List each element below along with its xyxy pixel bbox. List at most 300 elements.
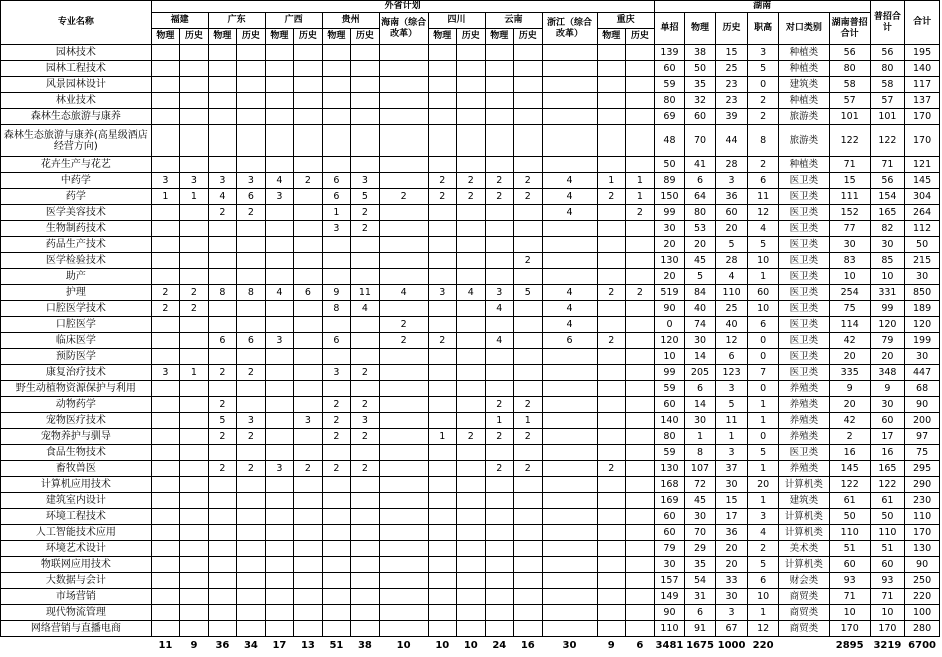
table-cell: 商贸类	[778, 589, 829, 605]
table-cell	[151, 477, 180, 493]
table-cell: 医卫类	[778, 269, 829, 285]
table-cell: 10	[829, 269, 870, 285]
table-cell	[597, 301, 626, 317]
table-cell: 2	[379, 189, 428, 205]
table-cell	[542, 477, 597, 493]
table-row	[1, 205, 940, 221]
table-row	[1, 525, 940, 541]
table-cell	[237, 45, 266, 61]
table-cell: 79	[870, 333, 905, 349]
table-cell	[597, 61, 626, 77]
table-cell	[322, 253, 351, 269]
table-cell: 30	[654, 557, 685, 573]
table-cell: 3	[294, 413, 323, 429]
table-cell: 养殖类	[778, 413, 829, 429]
table-cell	[151, 253, 180, 269]
table-cell	[379, 45, 428, 61]
table-cell	[351, 157, 380, 173]
table-cell: 3	[715, 445, 748, 461]
table-cell: 71	[870, 589, 905, 605]
table-cell: 170	[870, 621, 905, 637]
table-row	[1, 317, 940, 333]
table-cell: 28	[715, 157, 748, 173]
table-cell: 3	[180, 173, 209, 189]
table-cell	[322, 77, 351, 93]
table-cell: 6	[748, 317, 779, 333]
table-cell	[208, 573, 237, 589]
table-cell	[514, 205, 543, 221]
major-name: 园林工程技术	[1, 61, 152, 77]
table-cell	[151, 541, 180, 557]
table-cell	[485, 269, 514, 285]
table-cell	[485, 605, 514, 621]
table-cell	[457, 589, 486, 605]
header-guizhou-physics: 物理	[322, 29, 351, 45]
table-cell	[151, 61, 180, 77]
table-cell: 290	[905, 477, 940, 493]
table-cell	[265, 45, 294, 61]
table-cell: 93	[870, 573, 905, 589]
table-cell: 养殖类	[778, 397, 829, 413]
table-cell: 37	[715, 461, 748, 477]
table-cell	[180, 525, 209, 541]
table-cell: 165	[870, 461, 905, 477]
table-cell: 130	[654, 461, 685, 477]
table-cell	[457, 221, 486, 237]
total-cell: 2895	[835, 639, 864, 651]
table-cell	[151, 157, 180, 173]
table-cell	[514, 349, 543, 365]
table-row	[1, 365, 940, 381]
table-cell: 2	[485, 429, 514, 445]
table-cell	[379, 445, 428, 461]
table-cell	[379, 381, 428, 397]
table-cell	[428, 477, 457, 493]
table-cell	[351, 125, 380, 157]
table-cell	[514, 589, 543, 605]
table-cell	[208, 525, 237, 541]
table-cell: 2	[485, 173, 514, 189]
major-name: 助产	[1, 269, 152, 285]
table-cell	[485, 477, 514, 493]
table-cell: 3	[265, 189, 294, 205]
table-cell	[542, 381, 597, 397]
table-cell: 99	[654, 205, 685, 221]
table-cell	[379, 605, 428, 621]
table-cell: 2	[322, 461, 351, 477]
table-row	[1, 573, 940, 589]
table-cell: 199	[905, 333, 940, 349]
table-cell	[322, 493, 351, 509]
table-cell	[322, 509, 351, 525]
table-cell: 20	[748, 477, 779, 493]
table-cell: 15	[829, 173, 870, 189]
table-cell: 2	[379, 317, 428, 333]
table-cell: 80	[829, 61, 870, 77]
table-cell	[485, 61, 514, 77]
table-cell: 1	[715, 429, 748, 445]
table-cell: 100	[905, 605, 940, 621]
table-cell: 2	[428, 173, 457, 189]
table-cell	[379, 61, 428, 77]
table-cell: 71	[870, 157, 905, 173]
table-cell: 110	[715, 285, 748, 301]
table-cell	[151, 381, 180, 397]
header-province-guangxi: 广西	[265, 13, 322, 29]
table-cell: 6	[715, 349, 748, 365]
table-cell: 170	[905, 125, 940, 157]
table-cell	[428, 381, 457, 397]
table-cell: 2	[626, 205, 655, 221]
table-cell: 60	[870, 557, 905, 573]
table-cell: 0	[748, 333, 779, 349]
table-cell	[294, 605, 323, 621]
table-cell	[294, 269, 323, 285]
table-cell: 2	[208, 365, 237, 381]
table-cell: 295	[905, 461, 940, 477]
table-body	[1, 45, 940, 654]
table-cell: 2	[351, 461, 380, 477]
table-cell: 7	[748, 365, 779, 381]
table-cell: 4	[542, 205, 597, 221]
table-cell: 38	[685, 45, 716, 61]
table-cell	[379, 557, 428, 573]
table-row	[1, 381, 940, 397]
table-cell	[351, 605, 380, 621]
table-cell	[237, 269, 266, 285]
table-cell: 计算机类	[778, 525, 829, 541]
table-cell: 70	[685, 525, 716, 541]
table-cell: 10	[829, 605, 870, 621]
total-cell: 51	[329, 639, 344, 651]
table-cell: 50	[905, 237, 940, 253]
table-cell	[208, 221, 237, 237]
table-cell	[208, 621, 237, 637]
table-cell	[626, 413, 655, 429]
table-cell: 137	[905, 93, 940, 109]
table-cell	[294, 589, 323, 605]
header-province-fujian: 福建	[151, 13, 208, 29]
table-cell: 医卫类	[778, 237, 829, 253]
total-cell: 10	[463, 639, 478, 651]
table-cell	[542, 573, 597, 589]
table-cell	[208, 445, 237, 461]
table-row	[1, 301, 940, 317]
table-cell	[180, 445, 209, 461]
table-cell	[428, 93, 457, 109]
table-cell: 2	[485, 189, 514, 205]
table-cell: 6	[685, 173, 716, 189]
table-cell	[208, 477, 237, 493]
table-cell: 110	[905, 509, 940, 525]
table-cell	[485, 557, 514, 573]
table-cell: 215	[905, 253, 940, 269]
total-cell: 3219	[873, 639, 902, 651]
table-cell	[151, 93, 180, 109]
table-cell: 3	[715, 173, 748, 189]
major-name: 护理	[1, 285, 152, 301]
table-cell: 107	[685, 461, 716, 477]
table-cell	[514, 301, 543, 317]
table-cell: 20	[654, 269, 685, 285]
major-name: 森林生态旅游与康养	[1, 109, 152, 125]
table-cell	[428, 445, 457, 461]
table-cell	[626, 333, 655, 349]
table-cell	[294, 445, 323, 461]
table-cell	[428, 109, 457, 125]
table-cell: 0	[748, 77, 779, 93]
table-cell	[626, 253, 655, 269]
table-cell: 60	[654, 525, 685, 541]
table-cell: 2	[748, 157, 779, 173]
table-cell	[428, 61, 457, 77]
table-cell	[237, 621, 266, 637]
table-cell	[322, 445, 351, 461]
table-cell: 57	[870, 93, 905, 109]
table-cell: 10	[870, 269, 905, 285]
table-cell: 101	[829, 109, 870, 125]
table-cell	[379, 541, 428, 557]
table-cell: 5	[715, 237, 748, 253]
table-cell: 3	[715, 381, 748, 397]
table-cell	[151, 605, 180, 621]
table-cell: 111	[829, 189, 870, 205]
table-cell: 3	[322, 365, 351, 381]
table-cell: 90	[654, 301, 685, 317]
table-cell	[457, 93, 486, 109]
table-cell	[351, 77, 380, 93]
table-cell: 17	[870, 429, 905, 445]
table-cell	[351, 381, 380, 397]
table-cell: 2	[237, 365, 266, 381]
table-cell	[151, 221, 180, 237]
table-cell: 10	[748, 253, 779, 269]
table-cell	[485, 349, 514, 365]
table-cell	[351, 317, 380, 333]
table-cell	[428, 349, 457, 365]
table-cell	[457, 253, 486, 269]
table-cell	[514, 221, 543, 237]
table-cell	[379, 413, 428, 429]
table-cell	[351, 333, 380, 349]
table-cell	[237, 157, 266, 173]
table-cell: 122	[870, 477, 905, 493]
table-cell	[485, 621, 514, 637]
table-cell: 2	[748, 541, 779, 557]
header-hunan-vocational: 职高	[748, 13, 779, 45]
table-cell: 3	[151, 173, 180, 189]
table-cell	[180, 429, 209, 445]
table-cell	[379, 349, 428, 365]
table-cell	[208, 93, 237, 109]
table-cell: 建筑类	[778, 493, 829, 509]
table-cell	[180, 269, 209, 285]
table-cell	[208, 157, 237, 173]
table-cell	[237, 445, 266, 461]
header-hunan-physics: 物理	[685, 13, 716, 45]
table-cell	[379, 397, 428, 413]
table-cell: 69	[654, 109, 685, 125]
table-cell: 51	[870, 541, 905, 557]
table-cell	[597, 93, 626, 109]
table-cell: 30	[905, 269, 940, 285]
table-cell	[457, 461, 486, 477]
table-cell: 30	[654, 221, 685, 237]
table-cell	[294, 109, 323, 125]
table-cell	[457, 413, 486, 429]
table-cell	[457, 205, 486, 221]
table-cell	[626, 493, 655, 509]
table-cell: 2	[351, 205, 380, 221]
table-cell	[208, 301, 237, 317]
table-cell: 120	[654, 333, 685, 349]
table-cell: 39	[715, 109, 748, 125]
table-cell	[265, 365, 294, 381]
table-cell	[351, 573, 380, 589]
total-cell: 3481	[655, 639, 684, 651]
table-cell: 2	[597, 285, 626, 301]
table-cell: 85	[870, 253, 905, 269]
table-cell: 14	[685, 349, 716, 365]
table-cell	[265, 429, 294, 445]
table-cell	[542, 237, 597, 253]
table-row	[1, 109, 940, 125]
table-cell	[542, 589, 597, 605]
table-cell	[151, 445, 180, 461]
table-cell	[485, 317, 514, 333]
major-name: 中药学	[1, 173, 152, 189]
table-cell	[514, 317, 543, 333]
table-cell	[457, 237, 486, 253]
table-cell	[428, 461, 457, 477]
table-cell	[151, 557, 180, 573]
totals-row	[1, 637, 940, 654]
table-cell: 2	[597, 189, 626, 205]
table-cell	[294, 301, 323, 317]
table-cell	[294, 541, 323, 557]
table-cell	[265, 381, 294, 397]
table-cell	[597, 573, 626, 589]
table-cell	[485, 125, 514, 157]
table-cell	[265, 61, 294, 77]
table-cell	[457, 493, 486, 509]
table-cell	[294, 45, 323, 61]
table-cell	[180, 93, 209, 109]
table-cell	[208, 269, 237, 285]
table-cell: 154	[870, 189, 905, 205]
table-cell	[457, 317, 486, 333]
table-cell: 2	[208, 461, 237, 477]
table-cell	[457, 109, 486, 125]
table-cell	[237, 477, 266, 493]
table-cell	[626, 269, 655, 285]
table-cell	[597, 621, 626, 637]
table-cell: 30	[870, 237, 905, 253]
table-cell	[351, 269, 380, 285]
table-cell	[542, 77, 597, 93]
table-cell: 1	[514, 413, 543, 429]
table-cell	[542, 221, 597, 237]
header-province-sichuan: 四川	[428, 13, 485, 29]
table-cell	[542, 621, 597, 637]
table-cell	[265, 573, 294, 589]
table-cell: 10	[748, 589, 779, 605]
table-cell	[151, 493, 180, 509]
table-cell: 5	[351, 189, 380, 205]
table-cell	[351, 477, 380, 493]
table-cell	[180, 589, 209, 605]
table-cell	[542, 365, 597, 381]
table-cell: 20	[685, 237, 716, 253]
table-cell: 2	[322, 397, 351, 413]
table-cell	[485, 77, 514, 93]
table-cell	[265, 221, 294, 237]
table-cell	[322, 477, 351, 493]
table-cell	[322, 61, 351, 77]
table-cell: 205	[685, 365, 716, 381]
table-cell	[457, 605, 486, 621]
table-cell	[514, 109, 543, 125]
table-cell	[626, 157, 655, 173]
table-cell	[265, 93, 294, 109]
table-cell: 6	[322, 333, 351, 349]
table-cell	[208, 589, 237, 605]
table-cell: 5	[685, 269, 716, 285]
table-cell	[626, 109, 655, 125]
table-cell	[457, 573, 486, 589]
table-cell	[379, 365, 428, 381]
table-cell: 8	[685, 445, 716, 461]
table-cell	[457, 157, 486, 173]
table-cell	[379, 109, 428, 125]
table-cell	[237, 605, 266, 621]
table-cell: 75	[829, 301, 870, 317]
table-cell: 40	[715, 317, 748, 333]
table-cell	[542, 541, 597, 557]
table-cell	[485, 93, 514, 109]
table-cell: 165	[870, 205, 905, 221]
table-cell	[485, 381, 514, 397]
major-name: 宠物养护与驯导	[1, 429, 152, 445]
table-cell	[514, 381, 543, 397]
table-row	[1, 509, 940, 525]
table-cell	[237, 93, 266, 109]
table-cell	[237, 573, 266, 589]
table-cell	[597, 253, 626, 269]
table-cell	[151, 333, 180, 349]
table-cell: 11	[715, 413, 748, 429]
table-cell	[457, 397, 486, 413]
header-fujian-physics: 物理	[151, 29, 180, 45]
table-cell: 50	[829, 509, 870, 525]
table-cell: 61	[870, 493, 905, 509]
table-cell	[151, 589, 180, 605]
table-cell: 6	[237, 189, 266, 205]
table-cell	[151, 461, 180, 477]
table-cell: 20	[715, 221, 748, 237]
table-cell	[597, 365, 626, 381]
table-cell	[322, 541, 351, 557]
table-cell	[626, 525, 655, 541]
table-cell	[351, 589, 380, 605]
table-cell: 77	[829, 221, 870, 237]
table-cell	[151, 77, 180, 93]
table-row	[1, 349, 940, 365]
table-cell	[265, 237, 294, 253]
header-province-chongqing: 重庆	[597, 13, 654, 29]
table-cell: 110	[654, 621, 685, 637]
table-cell: 3	[748, 45, 779, 61]
